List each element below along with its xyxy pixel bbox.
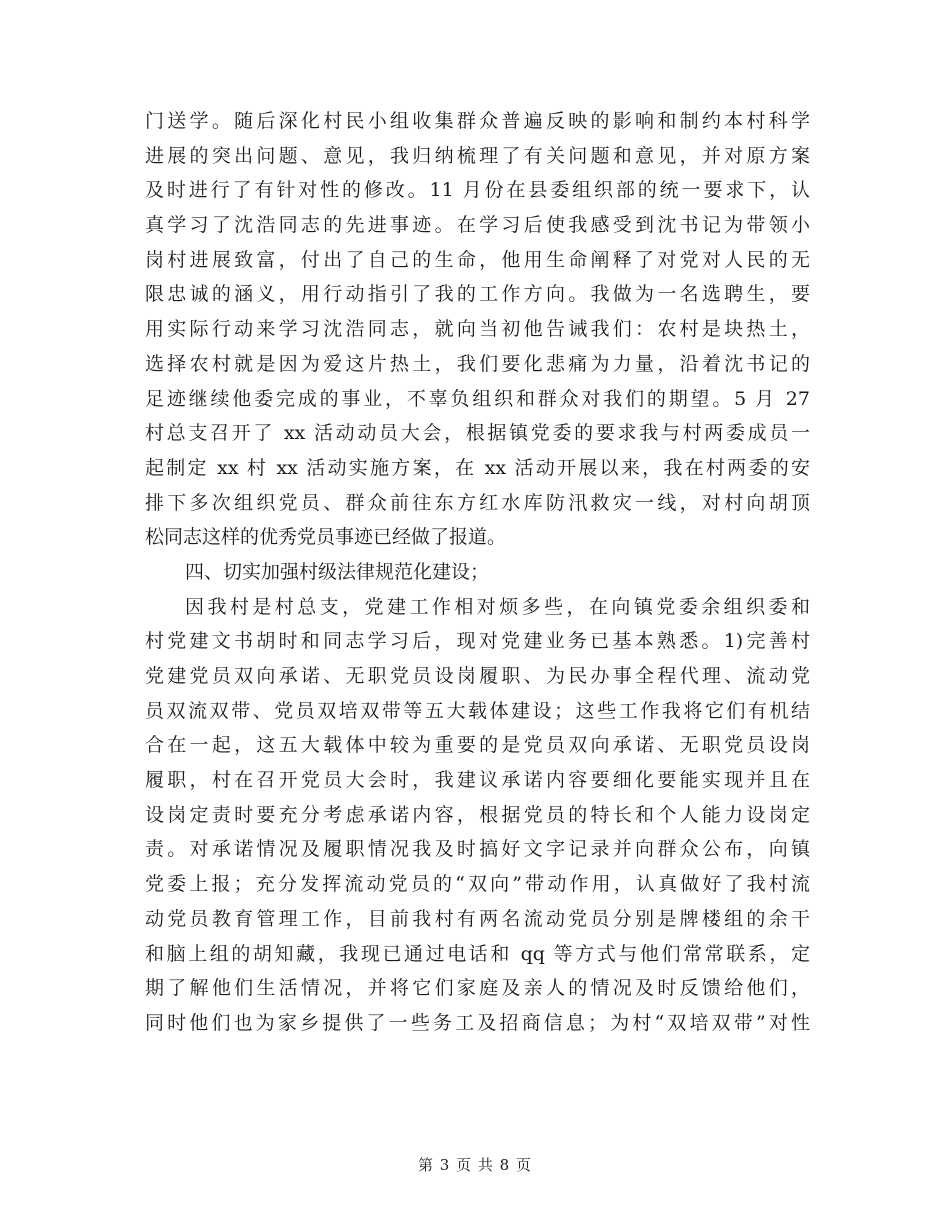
text-line: 期了解他们生活情况，并将它们家庭及亲人的情况及时反馈给他们， (145, 977, 810, 1000)
text-line: 用实际行动来学习沈浩同志，就向当初他告诫我们：农村是块热土， (145, 318, 810, 341)
text-line: 合在一起，这五大载体中较为重要的是党员双向承诺、无职党员设岗 (145, 734, 810, 757)
text-line: 松同志这样的优秀党员事迹已经做了报道。 (145, 526, 507, 549)
text-line: 设岗定责时要充分考虑承诺内容，根据党员的特长和个人能力设岗定 (145, 803, 810, 826)
text-line: 和脑上组的胡知藏，我现已通过电话和 qq 等方式与他们常常联系，定 (145, 942, 810, 965)
text-line: 进展的突出问题、意见，我归纳梳理了有关问题和意见，并对原方案 (145, 144, 810, 167)
text-line: 党委上报；充分发挥流动党员的“双向”带动作用，认真做好了我村流 (145, 873, 810, 896)
text-line: 同时他们也为家乡提供了一些务工及招商信息；为村“双培双带”对性 (145, 1011, 810, 1034)
section-heading: 四、切实加强村级法律规范化建设； (185, 560, 490, 583)
text-line: 足迹继续他委完成的事业，不辜负组织和群众对我们的期望。5 月 27 (145, 387, 810, 410)
text-line: 选择农村就是因为爱这片热土，我们要化悲痛为力量，沿着沈书记的 (145, 352, 810, 375)
text-line: 履职，村在召开党员大会时，我建议承诺内容要细化要能实现并且在 (145, 769, 810, 792)
text-line: 责。对承诺情况及履职情况我及时搞好文字记录并向群众公布，向镇 (145, 838, 810, 861)
text-line: 排下多次组织党员、群众前往东方红水库防汛救灾一线，对村向胡顶 (145, 491, 810, 514)
text-line: 起制定 xx 村 xx 活动实施方案，在 xx 活动开展以来，我在村两委的安 (145, 456, 810, 479)
page-number-footer: 第 3 页 共 8 页 (418, 1156, 532, 1174)
text-line: 门送学。随后深化村民小组收集群众普遍反映的影响和制约本村科学 (145, 110, 810, 132)
text-line: 岗村进展致富，付出了自己的生命，他用生命阐释了对党对人民的无 (145, 248, 810, 271)
text-line: 限忠诚的涵义，用行动指引了我的工作方向。我做为一名选聘生，要 (145, 283, 810, 306)
text-line: 及时进行了有针对性的修改。11 月份在县委组织部的统一要求下，认 (145, 179, 810, 202)
text-line: 因我村是村总支，党建工作相对烦多些，在向镇党委余组织委和 (185, 595, 810, 618)
text-line: 动党员教育管理工作，目前我村有两名流动党员分别是牌楼组的余干 (145, 907, 810, 930)
text-line: 村总支召开了 xx 活动动员大会，根据镇党委的要求我与村两委成员一 (145, 422, 810, 445)
text-line: 村党建文书胡时和同志学习后，现对党建业务已基本熟悉。1)完善村 (145, 630, 810, 653)
text-line: 真学习了沈浩同志的先进事迹。在学习后使我感受到沈书记为带领小 (145, 214, 810, 237)
document-body (145, 104, 810, 1041)
text-line: 党建党员双向承诺、无职党员设岗履职、为民办事全程代理、流动党 (145, 665, 810, 687)
text-line: 员双流双带、党员双培双带等五大载体建设；这些工作我将它们有机结 (145, 699, 810, 722)
